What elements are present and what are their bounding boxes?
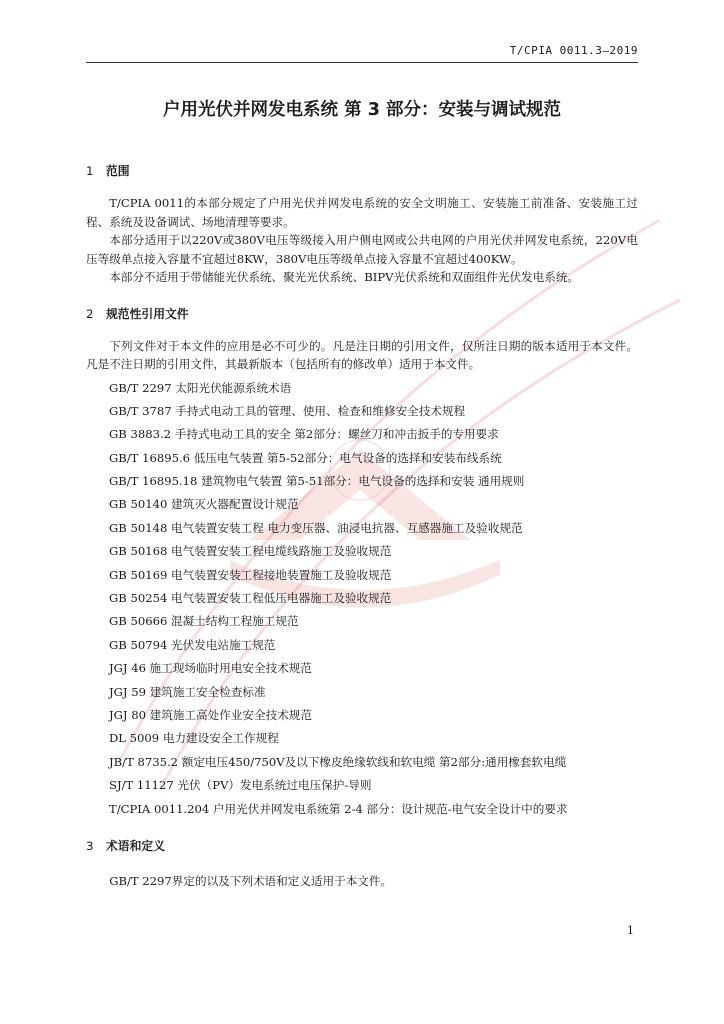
reference-item: JGJ 46 施工现场临时用电安全技术规范	[109, 661, 312, 676]
reference-item: DL 5009 电力建设安全工作规程	[109, 731, 279, 746]
section-1-heading	[86, 162, 638, 179]
reference-item: GB/T 3787 手持式电动工具的管理、使用、检查和维修安全技术规程	[109, 403, 466, 418]
section-title: 术语和定义	[106, 838, 165, 853]
section-number: 1	[86, 164, 94, 178]
reference-item: SJ/T 11127 光伏（PV）发电系统过电压保护-导则	[109, 778, 372, 793]
reference-item: GB 50148 电气装置安装工程 电力变压器、油浸电抗器、互感器施工及验收规范	[109, 520, 523, 535]
header-doc-code: T/CPIA 0011.3—2019	[509, 44, 638, 57]
document-title: 户用光伏并网发电系统 第 3 部分：安装与调试规范	[163, 100, 561, 120]
reference-item: GB/T 2297 太阳光伏能源系统术语	[109, 380, 292, 395]
section-1-paragraph: T/CPIA 0011的本部分规定了户用光伏并网发电系统的安全文明施工、安装施工前准备、安装施工过程、系统及设备调试、场地清理等要求。	[86, 196, 638, 229]
reference-item: JGJ 80 建筑施工高处作业安全技术规范	[109, 707, 312, 722]
reference-item: T/CPIA 0011.204 户用光伏并网发电系统第 2-4 部分：设计规范-电气安全设计中的要求	[109, 801, 568, 816]
reference-item: JGJ 59 建筑施工安全检查标准	[109, 684, 266, 699]
section-title: 范围	[106, 164, 130, 178]
reference-item: GB/T 16895.6 低压电气装置 第5-52部分：电气设备的选择和安装布线系统	[109, 450, 502, 465]
reference-item: GB 50254 电气装置安装工程低压电器施工及验收规范	[109, 591, 392, 606]
reference-item: GB 50794 光伏发电站施工规范	[109, 637, 276, 652]
reference-item: JB/T 8735.2 额定电压450/750V及以下橡皮绝缘软线和软电缆 第2部分:通用橡套软电缆	[109, 754, 567, 769]
section-number: 3	[86, 838, 94, 853]
document-body	[86, 162, 638, 890]
section-1-paragraph: 本部分适用于以220V或380V电压等级接入用户侧电网或公共电网的户用光伏并网发电系统，220V电压等级单点接入容量不宜超过8KW，380V电压等级单点接入容量不宜超过400KW。	[86, 233, 638, 266]
reference-item: GB/T 16895.18 建筑物电气装置 第5-51部分：电气设备的选择和安装 通用规则	[109, 474, 525, 489]
section-3-heading	[86, 837, 638, 854]
normative-references-list	[86, 377, 638, 821]
section-2-heading	[86, 305, 638, 322]
section-2-intro: 下列文件对于本文件的应用是必不可少的。凡是注日期的引用文件，仅所注日期的版本适用于本文件。凡是不注日期的引用文件，其最新版本（包括所有的修改单）适用于本文件。	[86, 338, 638, 371]
reference-item: GB 50666 混凝土结构工程施工规范	[109, 614, 299, 629]
reference-item: GB 50140 建筑灭火器配置设计规范	[109, 497, 299, 512]
page-number: 1	[627, 924, 634, 937]
reference-item: GB 50169 电气装置安装工程接地装置施工及验收规范	[109, 567, 392, 582]
section-number: 2	[86, 306, 94, 321]
section-1-paragraph: 本部分不适用于带储能光伏系统、聚光光伏系统、BIPV光伏系统和双面组件光伏发电系统。	[109, 270, 580, 284]
section-3-intro: GB/T 2297界定的以及下列术语和定义适用于本文件。	[109, 873, 393, 888]
reference-item: GB 3883.2 手持式电动工具的安全 第2部分：螺丝刀和冲击扳手的专用要求	[109, 427, 499, 442]
header-rule	[86, 62, 638, 63]
section-title: 规范性引用文件	[106, 306, 189, 321]
reference-item: GB 50168 电气装置安装工程电缆线路施工及验收规范	[109, 544, 392, 559]
